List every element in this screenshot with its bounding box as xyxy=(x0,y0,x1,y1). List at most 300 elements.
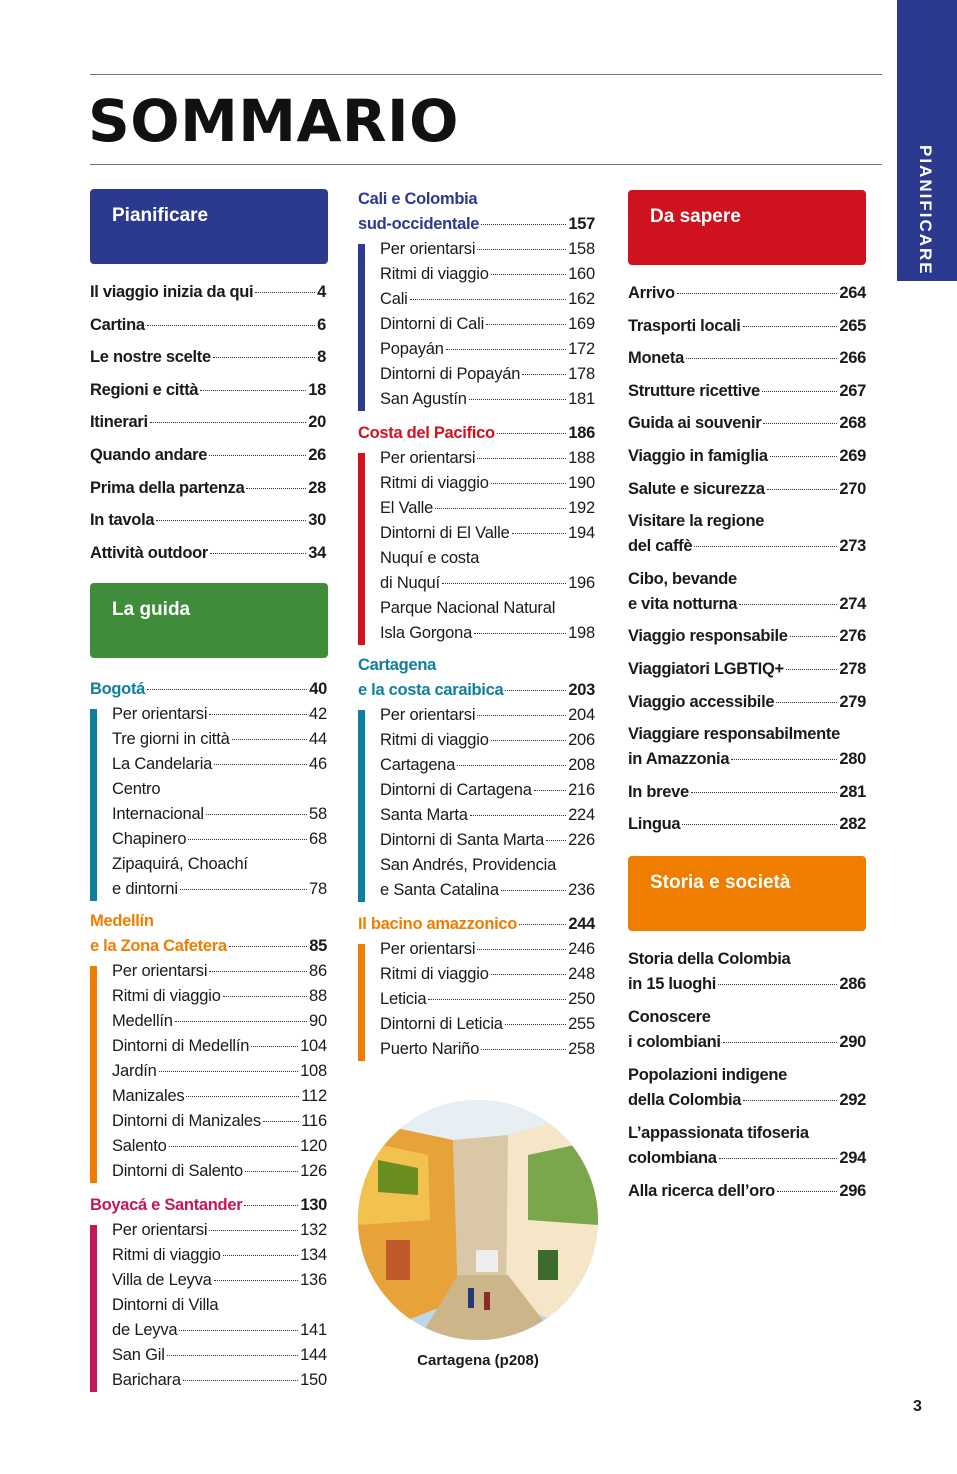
toc-entry-page: 40 xyxy=(309,680,327,698)
toc-entry xyxy=(358,681,595,700)
dotted-leader xyxy=(245,1171,298,1172)
dotted-leader xyxy=(491,274,566,275)
dotted-leader xyxy=(477,458,566,459)
toc-entry-label: Dintorni di Santa Marta xyxy=(380,831,545,849)
dotted-leader xyxy=(477,249,566,250)
toc-entry-page: 6 xyxy=(317,315,326,334)
toc-entry-label: La Candelaria xyxy=(112,755,213,773)
toc-entry xyxy=(90,479,326,498)
toc-entry-page: 157 xyxy=(568,215,595,233)
toc-entry xyxy=(112,755,327,774)
section-box-storia xyxy=(628,856,866,931)
toc-entry-label: Chapinero xyxy=(112,830,187,848)
toc-entry-label: e Santa Catalina xyxy=(380,881,499,899)
toc-entry xyxy=(112,1037,327,1056)
toc-entry-page: 265 xyxy=(839,316,866,335)
page-title: SOMMARIO xyxy=(88,87,459,155)
toc-entry-label: Itinerari xyxy=(90,413,148,432)
toc-entry-label: Per orientarsi xyxy=(380,940,476,958)
title-rule xyxy=(90,164,882,165)
toc-entry-label: In tavola xyxy=(90,511,155,530)
toc-entry-label: Alla ricerca dell’oro xyxy=(628,1182,775,1200)
toc-entry-page: 258 xyxy=(568,1040,595,1058)
toc-entry-label: Cibo, bevande xyxy=(628,569,737,588)
toc-entry xyxy=(380,290,595,309)
dotted-leader xyxy=(776,702,837,703)
dotted-leader xyxy=(491,483,566,484)
toc-entry xyxy=(112,1062,327,1081)
toc-entry-label: Villa de Leyva xyxy=(112,1271,212,1289)
toc-entry-label: Dintorni di Medellín xyxy=(112,1037,250,1055)
section-title: Storia e società xyxy=(650,872,791,893)
toc-entry-label: Per orientarsi xyxy=(380,449,476,467)
side-tab-label: PIANIFICARE xyxy=(916,145,935,276)
toc-entry xyxy=(628,447,866,466)
toc-entry-page: 268 xyxy=(839,414,866,433)
dotted-leader xyxy=(167,1355,298,1356)
toc-entry xyxy=(90,283,326,302)
toc-entry-label: Le nostre scelte xyxy=(90,348,211,367)
dotted-leader xyxy=(147,689,307,690)
section-box-pianificare xyxy=(90,189,328,264)
dotted-leader xyxy=(255,292,315,293)
toc-entry-page: 108 xyxy=(300,1062,327,1080)
toc-entry-page: 282 xyxy=(839,815,866,834)
toc-entry-page: 8 xyxy=(317,348,326,367)
section-color-bar xyxy=(90,966,97,1183)
dotted-leader xyxy=(491,974,566,975)
toc-entry-label: Cali xyxy=(380,290,408,308)
toc-entry-label: Viaggio accessibile xyxy=(628,692,775,711)
toc-entry-label: San Agustín xyxy=(380,390,467,408)
toc-entry-page: 162 xyxy=(568,290,595,308)
toc-entry-label: de Leyva xyxy=(112,1321,178,1339)
toc-entry-page: 120 xyxy=(300,1137,327,1155)
toc-entry-page: 208 xyxy=(568,756,595,774)
toc-entry xyxy=(628,815,866,834)
toc-entry-label: Puerto Nariño xyxy=(380,1040,480,1058)
page-number: 3 xyxy=(913,1398,922,1415)
toc-entry-label: Per orientarsi xyxy=(380,706,476,724)
toc-entry-page: 134 xyxy=(300,1246,327,1264)
toc-entry xyxy=(628,627,866,646)
toc-entry xyxy=(112,830,327,849)
toc-entry xyxy=(112,1346,327,1365)
toc-entry-label: Per orientarsi xyxy=(112,962,208,980)
toc-entry-label: Viaggio in famiglia xyxy=(628,447,768,465)
toc-entry-page: 78 xyxy=(309,880,327,898)
dotted-leader xyxy=(229,946,307,947)
toc-entry xyxy=(380,524,595,543)
toc-entry xyxy=(90,680,327,699)
toc-entry xyxy=(628,1182,866,1201)
toc-entry-label: El Valle xyxy=(380,499,434,517)
toc-entry xyxy=(628,1033,866,1052)
dotted-leader xyxy=(410,299,566,300)
toc-entry xyxy=(380,365,595,384)
toc-entry xyxy=(112,987,327,1006)
toc-entry-page: 26 xyxy=(308,446,326,464)
toc-entry-label: Dintorni di Cartagena xyxy=(380,781,532,799)
toc-entry xyxy=(358,915,595,934)
photo-caption: Cartagena (p208) xyxy=(417,1352,539,1369)
toc-entry-label: Ritmi di viaggio xyxy=(380,265,489,283)
dotted-leader xyxy=(186,1096,299,1097)
toc-entry-label: e la Zona Cafetera xyxy=(90,937,227,955)
toc-entry-label: Salento xyxy=(112,1137,167,1155)
toc-entry-label: di Nuquí xyxy=(380,574,440,592)
toc-entry-label: Santa Marta xyxy=(380,806,468,824)
toc-entry-page: 244 xyxy=(568,915,595,933)
toc-entry-label: Dintorni di Salento xyxy=(112,1162,244,1180)
toc-entry-label: Popayán xyxy=(380,340,444,358)
dotted-leader xyxy=(175,1021,307,1022)
dotted-leader xyxy=(223,996,307,997)
toc-entry-label: sud-occidentale xyxy=(358,215,480,233)
toc-entry xyxy=(628,382,866,401)
toc-entry-label: e vita notturna xyxy=(628,594,738,613)
toc-entry-label: Regioni e città xyxy=(90,380,199,399)
toc-entry-label: Salute e sicurezza xyxy=(628,479,765,498)
section-box-la-guida xyxy=(90,583,328,658)
toc-entry-page: 34 xyxy=(308,543,326,562)
toc-entry-page: 68 xyxy=(309,830,327,848)
toc-entry xyxy=(628,975,866,994)
toc-entry xyxy=(380,240,595,259)
dotted-leader xyxy=(719,1158,838,1159)
toc-entry xyxy=(380,731,595,750)
toc-entry xyxy=(380,390,595,409)
toc-entry xyxy=(112,805,327,824)
toc-entry-page: 144 xyxy=(300,1346,327,1364)
dotted-leader xyxy=(210,553,306,554)
toc-entry xyxy=(628,284,866,303)
dotted-leader xyxy=(446,349,566,350)
toc-entry-label: Per orientarsi xyxy=(112,705,208,723)
side-section-tab xyxy=(897,0,957,281)
toc-entry-label: Leticia xyxy=(380,990,427,1008)
toc-entry-page: 290 xyxy=(839,1033,866,1051)
toc-entry-page: 198 xyxy=(568,624,595,642)
section-color-bar xyxy=(90,1225,97,1392)
section-color-bar xyxy=(358,710,365,902)
toc-entry-page: 192 xyxy=(568,499,595,517)
toc-entry xyxy=(628,537,866,556)
toc-entry-label: Zipaquirá, Choachí xyxy=(112,855,248,873)
toc-entry xyxy=(358,215,595,234)
toc-entry xyxy=(628,414,866,433)
dotted-leader xyxy=(522,374,566,375)
toc-entry-page: 273 xyxy=(839,537,866,556)
toc-entry-label: Dintorni di Leticia xyxy=(380,1015,503,1033)
toc-entry-page: 286 xyxy=(839,975,866,993)
dotted-leader xyxy=(731,759,837,760)
toc-entry-page: 112 xyxy=(301,1087,327,1105)
dotted-leader xyxy=(474,633,566,634)
section-color-bar xyxy=(358,944,365,1061)
toc-entry-page: 132 xyxy=(300,1221,327,1239)
toc-entry-label: della Colombia xyxy=(628,1091,742,1109)
toc-entry-page: 58 xyxy=(309,805,327,823)
toc-entry-page: 216 xyxy=(568,781,595,799)
dotted-leader xyxy=(180,889,307,890)
toc-entry xyxy=(380,315,595,334)
toc-entry-page: 292 xyxy=(839,1091,866,1109)
section-title: La guida xyxy=(112,599,191,620)
dotted-leader xyxy=(169,1146,299,1147)
section-color-bar xyxy=(358,453,365,645)
toc-entry-label: Dintorni di El Valle xyxy=(380,524,510,542)
toc-entry-label: Tre giorni in città xyxy=(112,730,230,748)
toc-entry-label: Cartagena xyxy=(358,656,436,674)
toc-entry xyxy=(380,474,595,493)
dotted-leader xyxy=(206,814,307,815)
toc-entry-page: 126 xyxy=(300,1162,327,1180)
toc-entry-page: 85 xyxy=(309,937,327,955)
dotted-leader xyxy=(691,792,837,793)
dotted-leader xyxy=(534,790,566,791)
toc-entry xyxy=(90,316,326,335)
toc-entry-label: colombiana xyxy=(628,1149,717,1167)
toc-entry-label: Ritmi di viaggio xyxy=(112,1246,221,1264)
toc-entry-label: Conoscere xyxy=(628,1008,711,1026)
toc-entry xyxy=(90,511,326,530)
toc-entry-label: Centro xyxy=(112,780,161,798)
dotted-leader xyxy=(682,824,837,825)
toc-entry xyxy=(628,349,866,368)
toc-entry-label: Isla Gorgona xyxy=(380,624,473,642)
toc-entry-label: Storia della Colombia xyxy=(628,950,791,968)
toc-entry-label: Ritmi di viaggio xyxy=(380,731,489,749)
toc-entry xyxy=(90,544,326,563)
dotted-leader xyxy=(244,1205,298,1206)
toc-entry xyxy=(112,1221,327,1240)
dotted-leader xyxy=(718,984,837,985)
toc-entry-page: 136 xyxy=(300,1271,327,1289)
toc-entry xyxy=(112,1246,327,1265)
toc-entry-page: 160 xyxy=(568,265,595,283)
dotted-leader xyxy=(519,924,566,925)
toc-entry-label: e la costa caraibica xyxy=(358,681,504,699)
toc-entry-label: Parque Nacional Natural xyxy=(380,599,556,617)
toc-entry-label: Viaggiare responsabilmente xyxy=(628,725,840,744)
toc-entry xyxy=(90,1196,327,1215)
toc-entry-page: 226 xyxy=(568,831,595,849)
toc-entry-label: Il viaggio inizia da qui xyxy=(90,283,254,301)
toc-entry-label: Cartina xyxy=(90,315,145,334)
toc-entry-label: Prima della partenza xyxy=(90,478,245,497)
dotted-leader xyxy=(147,325,315,326)
toc-entry-page: 20 xyxy=(308,413,326,432)
toc-entry-page: 4 xyxy=(317,283,326,301)
dotted-leader xyxy=(179,1330,298,1331)
toc-entry-page: 178 xyxy=(568,365,595,383)
toc-entry-label: San Gil xyxy=(112,1346,165,1364)
dotted-leader xyxy=(209,455,306,456)
toc-entry-label: Lingua xyxy=(628,815,681,834)
toc-entry-label: in Amazzonia xyxy=(628,750,730,769)
toc-entry-label: Dintorni di Manizales xyxy=(112,1112,261,1130)
toc-entry-label: e dintorni xyxy=(112,880,178,898)
dotted-leader xyxy=(209,971,307,972)
toc-entry-label: Per orientarsi xyxy=(380,240,476,258)
toc-entry-page: 266 xyxy=(839,349,866,368)
toc-entry-label: San Andrés, Providencia xyxy=(380,856,557,874)
toc-entry xyxy=(380,574,595,593)
dotted-leader xyxy=(505,1024,566,1025)
toc-entry-page: 196 xyxy=(568,574,595,592)
toc-entry xyxy=(112,1112,327,1131)
toc-entry xyxy=(380,781,595,800)
toc-entry-page: 269 xyxy=(839,447,866,465)
dotted-leader xyxy=(497,433,567,434)
toc-entry-page: 236 xyxy=(568,881,595,899)
toc-entry-page: 28 xyxy=(308,478,326,497)
toc-entry xyxy=(380,340,595,359)
toc-entry xyxy=(90,413,326,432)
section-title: Pianificare xyxy=(112,205,209,226)
toc-entry xyxy=(90,381,326,400)
dotted-leader xyxy=(481,1049,566,1050)
toc-entry xyxy=(628,783,866,802)
section-color-bar xyxy=(90,709,97,901)
toc-entry-page: 130 xyxy=(300,1196,327,1214)
toc-entry-label: Trasporti locali xyxy=(628,316,741,335)
toc-entry-page: 190 xyxy=(568,474,595,492)
toc-entry-page: 206 xyxy=(568,731,595,749)
toc-entry-page: 270 xyxy=(839,479,866,498)
toc-entry-page: 44 xyxy=(309,730,327,748)
dotted-leader xyxy=(470,815,566,816)
toc-entry-label: Nuquí e costa xyxy=(380,549,480,567)
toc-entry-page: 264 xyxy=(839,284,866,302)
dotted-leader xyxy=(777,1191,838,1192)
toc-entry xyxy=(380,265,595,284)
dotted-leader xyxy=(512,533,566,534)
toc-entry-label: Viaggio responsabile xyxy=(628,627,788,646)
toc-entry-page: 18 xyxy=(308,380,326,399)
toc-entry-label: Costa del Pacifico xyxy=(358,424,495,442)
toc-entry xyxy=(112,1012,327,1031)
toc-entry-label: Il bacino amazzonico xyxy=(358,915,518,933)
toc-entry-page: 246 xyxy=(568,940,595,958)
dotted-leader xyxy=(251,1046,298,1047)
dotted-leader xyxy=(442,583,566,584)
toc-entry-label: i colombiani xyxy=(628,1033,721,1051)
toc-entry xyxy=(380,881,595,900)
dotted-leader xyxy=(763,423,837,424)
toc-entry xyxy=(380,706,595,725)
toc-entry-page: 188 xyxy=(568,449,595,467)
toc-entry xyxy=(112,1371,327,1390)
toc-entry xyxy=(112,1321,327,1340)
dotted-leader xyxy=(686,358,837,359)
dotted-leader xyxy=(767,489,838,490)
toc-entry xyxy=(628,595,866,614)
section-color-bar xyxy=(358,244,365,411)
toc-entry xyxy=(112,705,327,724)
dotted-leader xyxy=(156,520,306,521)
dotted-leader xyxy=(762,391,838,392)
toc-entry-label: Ritmi di viaggio xyxy=(380,965,489,983)
toc-entry xyxy=(628,660,866,679)
dotted-leader xyxy=(486,324,566,325)
toc-entry-page: 274 xyxy=(839,594,866,613)
toc-entry xyxy=(90,348,326,367)
toc-entry xyxy=(380,831,595,850)
dotted-leader xyxy=(790,636,838,637)
toc-entry xyxy=(380,499,595,518)
toc-entry-page: 296 xyxy=(839,1182,866,1200)
toc-entry-label: in 15 luoghi xyxy=(628,975,717,993)
dotted-leader xyxy=(246,488,306,489)
dotted-leader xyxy=(209,1230,298,1231)
toc-entry-label: Bogotá xyxy=(90,680,146,698)
toc-entry xyxy=(112,1271,327,1290)
toc-entry xyxy=(358,424,595,443)
toc-entry-label: Barichara xyxy=(112,1371,181,1389)
toc-entry-label: L’appassionata tifoseria xyxy=(628,1124,809,1142)
toc-entry-page: 294 xyxy=(839,1149,866,1167)
toc-entry-page: 141 xyxy=(300,1321,327,1339)
toc-entry xyxy=(628,1149,866,1168)
toc-entry-label: Dintorni di Villa xyxy=(112,1296,219,1314)
toc-entry-label: Dintorni di Popayán xyxy=(380,365,521,383)
toc-entry-page: 248 xyxy=(568,965,595,983)
toc-entry-label: In breve xyxy=(628,782,689,801)
section-title: Da sapere xyxy=(650,206,741,227)
toc-entry-label: Per orientarsi xyxy=(112,1221,208,1239)
toc-entry-label: Popolazioni indigene xyxy=(628,1066,788,1084)
section-box-da-sapere xyxy=(628,190,866,265)
dotted-leader xyxy=(546,840,566,841)
top-rule xyxy=(90,74,882,75)
dotted-leader xyxy=(501,890,566,891)
toc-entry-page: 280 xyxy=(839,750,866,769)
toc-entry-page: 278 xyxy=(839,660,866,678)
toc-entry xyxy=(380,990,595,1009)
dotted-leader xyxy=(232,739,307,740)
dotted-leader xyxy=(214,764,307,765)
toc-entry-page: 172 xyxy=(568,340,595,358)
toc-entry-page: 186 xyxy=(568,424,595,442)
toc-entry-page: 281 xyxy=(839,782,866,801)
dotted-leader xyxy=(477,949,566,950)
toc-entry xyxy=(380,624,595,643)
dotted-leader xyxy=(743,326,838,327)
dotted-leader xyxy=(200,390,306,391)
dotted-leader xyxy=(223,1255,298,1256)
toc-entry-label: Boyacá e Santander xyxy=(90,1196,243,1214)
dotted-leader xyxy=(491,740,566,741)
dotted-leader xyxy=(159,1071,298,1072)
toc-entry-page: 116 xyxy=(301,1112,327,1130)
dotted-leader xyxy=(188,839,307,840)
toc-entry-page: 250 xyxy=(568,990,595,1008)
toc-entry xyxy=(380,806,595,825)
toc-entry-page: 158 xyxy=(568,240,595,258)
toc-entry xyxy=(112,1137,327,1156)
toc-entry-page: 279 xyxy=(839,692,866,711)
toc-entry xyxy=(112,1087,327,1106)
toc-entry-label: Cali e Colombia xyxy=(358,190,478,208)
dotted-leader xyxy=(739,604,837,605)
dotted-leader xyxy=(214,1280,298,1281)
toc-entry-label: Attività outdoor xyxy=(90,543,209,562)
toc-entry-page: 204 xyxy=(568,706,595,724)
toc-entry-page: 86 xyxy=(309,962,327,980)
dotted-leader xyxy=(428,999,566,1000)
